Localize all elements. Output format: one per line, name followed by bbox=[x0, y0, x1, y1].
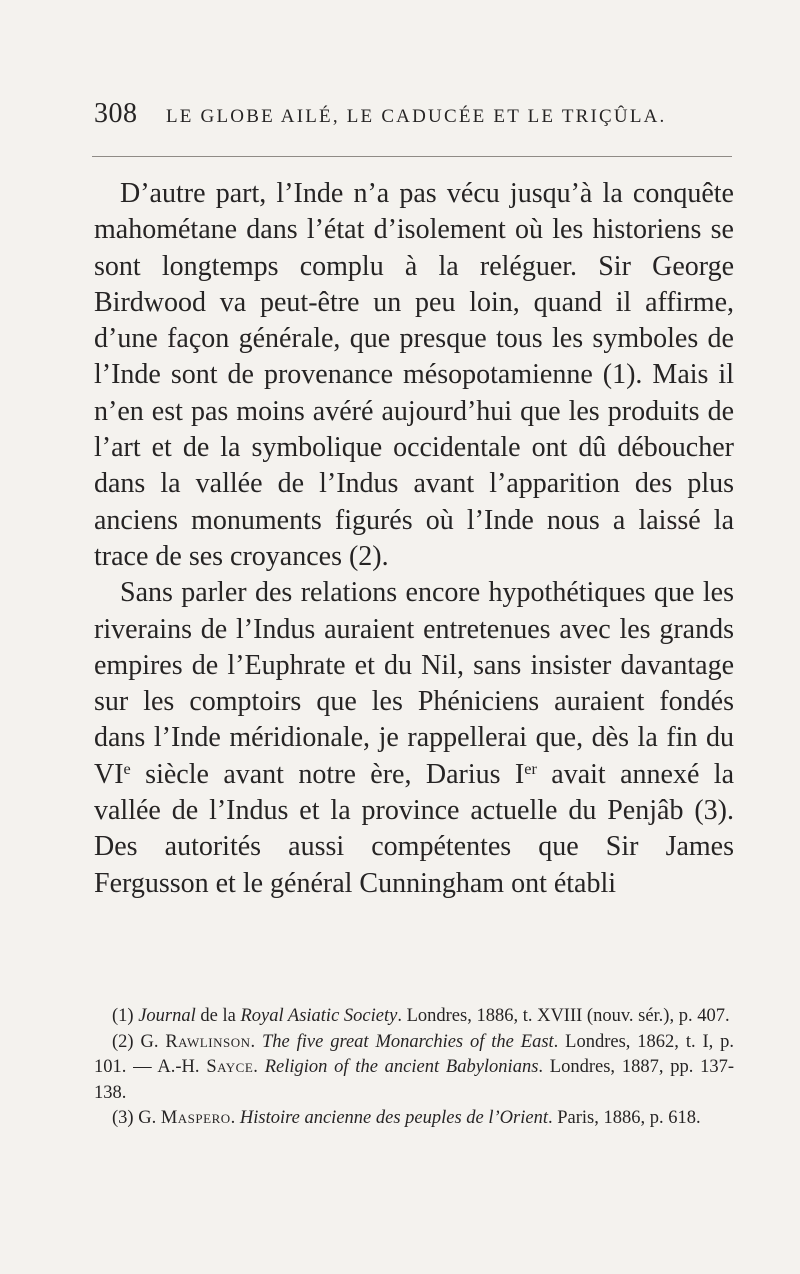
footnote-1-title: Journal bbox=[138, 1006, 196, 1026]
footnote-1-title-2: Royal Asiatic Society bbox=[240, 1006, 398, 1026]
body-text bbox=[94, 176, 734, 902]
paragraph-2-text-1: Sans parler des relations encore hypothétiques que les riverains de l’Indus auraient entretenues avec les grands empires de l’Euphrate et du Nil, sans insister davantage sur les comptoirs que les Phéniciens auraient fondés dans l’Inde méridionale, je rappellerai que, dès la fin du VI bbox=[94, 577, 734, 790]
running-title: LE GLOBE AILÉ, LE CADUCÉE ET LE TRIÇÛLA. bbox=[166, 106, 667, 127]
superscript-er: er bbox=[524, 759, 537, 778]
paragraph-2 bbox=[94, 575, 734, 902]
footnote-1-rest: . Londres, 1886, t. XVIII (nouv. sér.), p. 407. bbox=[397, 1006, 730, 1026]
footnote-3-sep: . bbox=[230, 1108, 240, 1128]
footnote-2-author-2-initial: A.-H. bbox=[157, 1057, 207, 1077]
footnote-1 bbox=[94, 1004, 734, 1030]
paragraph-2-text-3: avait annexé la vallée de l’Indus et la province actuelle du Penjâb (3). Des autorités aussi compétentes que Sir James Fergusson et le général Cunningham ont établi bbox=[94, 758, 734, 899]
footnotes bbox=[94, 1004, 734, 1132]
footnote-1-marker: (1) bbox=[112, 1006, 134, 1026]
footnote-3-author: Maspero bbox=[160, 1108, 231, 1128]
footnote-3 bbox=[94, 1106, 734, 1132]
footnote-3-title: Histoire ancienne des peuples de l’Orient bbox=[239, 1108, 548, 1128]
superscript-e: e bbox=[123, 759, 131, 778]
footnote-2-title-1: The five great Monarchies of the East bbox=[261, 1031, 554, 1052]
footnote-2-author-1-initial: G. bbox=[140, 1031, 166, 1052]
footnote-2-author-2: Sayce bbox=[206, 1057, 254, 1077]
paragraph-2-text-2: siècle avant notre ère, Darius I bbox=[130, 758, 525, 790]
footnote-2-author-1: Rawlinson bbox=[165, 1031, 251, 1052]
footnote-3-marker: (3) bbox=[112, 1108, 134, 1128]
footnote-2-rest-2: . Londres, 1887, pp. 137-138. bbox=[94, 1057, 735, 1103]
footnote-3-rest: . Paris, 1886, p. 618. bbox=[547, 1108, 701, 1128]
paragraph-1-text: D’autre part, l’Inde n’a pas vécu jusqu’à la conquête mahométane dans l’état d’isolement où les historiens se sont longtemps complu à la reléguer. Sir George Birdwood va peut-être un peu loin, quand il affirme, d’une façon générale, que presque tous les symboles de l’Inde sont de provenance mésopotamienne (1). Mais il n’en est pas moins avéré aujourd’hui que les produits de l’art et de la symbolique occidentale ont dû déboucher dans la vallée de l’Indus avant l’apparition des plus anciens monuments figurés où l’Inde nous a laissé la trace de ses croyances (2). bbox=[94, 178, 734, 572]
footnote-2-rest-1: . Londres, 1862, t. I, p. 101. — bbox=[94, 1031, 735, 1077]
page-number: 308 bbox=[94, 98, 138, 129]
footnote-2-sep-2: . bbox=[253, 1057, 265, 1077]
footnote-1-mid: de la bbox=[195, 1006, 241, 1026]
footnote-2-marker: (2) bbox=[112, 1031, 134, 1052]
footnote-3-author-initial: G. bbox=[138, 1108, 161, 1128]
running-header bbox=[94, 98, 734, 138]
footnote-2 bbox=[94, 1030, 734, 1107]
footnote-2-sep-1: . bbox=[250, 1031, 262, 1052]
footnote-2-title-2: Religion of the ancient Babylonians bbox=[264, 1057, 539, 1077]
header-rule bbox=[92, 156, 732, 157]
paragraph-1 bbox=[94, 176, 734, 575]
